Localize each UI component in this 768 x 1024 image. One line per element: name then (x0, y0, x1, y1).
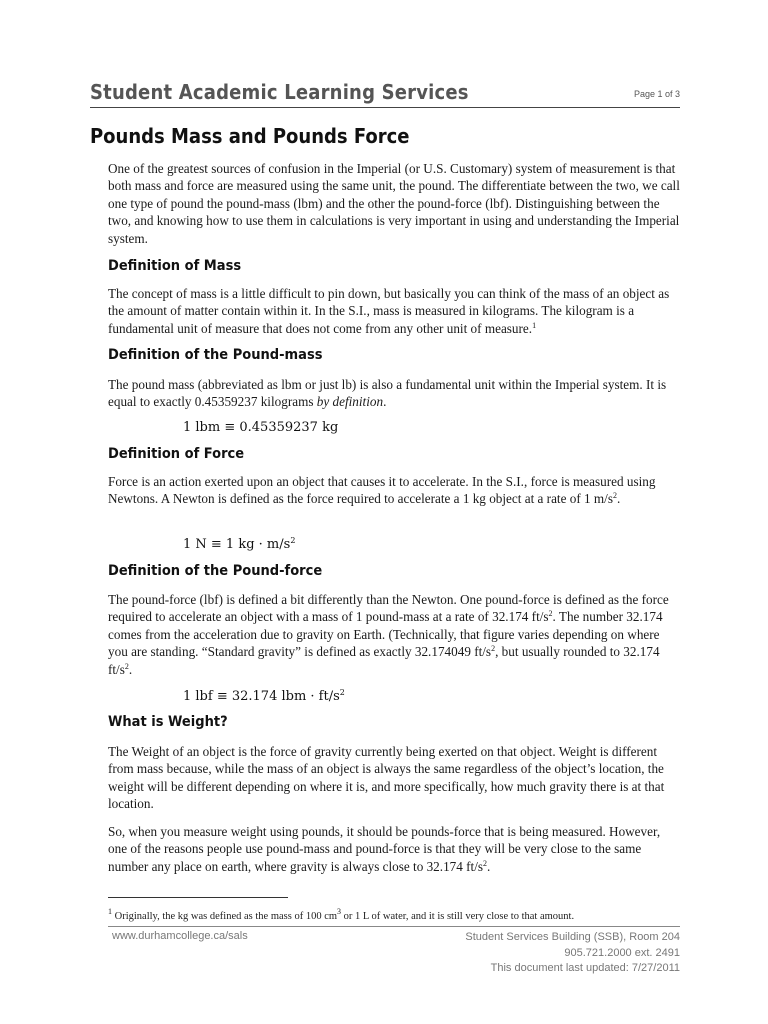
pound-force-text-d: . (128, 661, 133, 677)
weight-paragraph-1: The Weight of an object is the force of gravity currently being exerted on that object. Weight is different from mass because, while the mass of an object is always the same regardless of the object’s location, the weight will be different depending on where it is, and more specifically, how much gravity there is at that location. (108, 744, 665, 812)
pound-force-paragraph (108, 591, 680, 678)
footnote-ref: 1 (532, 320, 537, 330)
heading-pound-force: Definition of the Pound-force (108, 563, 323, 579)
footnote-mark: 1 (108, 907, 112, 916)
footer-phone: 905.721.2000 ext. 2491 (564, 946, 680, 959)
pound-mass-paragraph (108, 376, 680, 411)
pound-mass-emphasis: by definition (316, 394, 384, 410)
weight-paragraph-2-text: So, when you measure weight using pounds, it should be pounds-force that is being measured. However, one of the reasons people use pound-mass and pound-force is that they will be very close to the same number any place on earth, where gravity is always close to 32.174 ft/s (108, 824, 661, 874)
document-title: Pounds Mass and Pounds Force (90, 124, 410, 148)
header-title: Student Academic Learning Services (90, 80, 469, 104)
page-header (90, 80, 680, 110)
mass-paragraph (108, 285, 680, 337)
force-text: Force is an action exerted upon an object that causes it to accelerate. In the S.I., force is measured using Newtons. A Newton is defined as the force required to accelerate a 1 kg object at a rate of 1 m/s (108, 474, 656, 507)
footnote-text-b: or 1 L of water, and it is still very close to that amount. (341, 911, 575, 922)
force-end: . (616, 491, 621, 507)
equation-newton-text: 1 N ≡ 1 kg · m/s (183, 537, 291, 552)
pound-mass-end: . (383, 394, 387, 410)
equation-newton (183, 537, 295, 552)
heading-force: Definition of Force (108, 446, 245, 462)
footer-website[interactable]: www.durhamcollege.ca/sals (112, 930, 248, 942)
heading-weight: What is Weight? (108, 714, 228, 730)
weight-paragraph-2-sup: 2 (483, 858, 488, 868)
mass-text: The concept of mass is a little difficult to pin down, but basically you can think of the mass of an object as the amount of matter contain within it. In the S.I., mass is measured in kilograms. The kilogram is a fundamental unit of measure that does not come from any other unit of measure. (108, 286, 670, 336)
footer-updated: This document last updated: 7/27/2011 (490, 962, 680, 974)
equation-lbf (183, 689, 345, 704)
pound-force-sup-b: 2 (491, 644, 496, 654)
footer-building: Student Services Building (SSB), Room 204 (465, 931, 680, 943)
weight-paragraph-2 (108, 823, 680, 875)
equation-lbf-text: 1 lbf ≡ 32.174 lbm · ft/s (183, 689, 340, 704)
weight-paragraph-2-end: . (487, 858, 491, 874)
footer-contact (465, 930, 680, 977)
footnote (108, 907, 575, 922)
page-number: Page 1 of 3 (633, 89, 680, 99)
equation-lbf-sup: 2 (339, 688, 345, 697)
header-divider (90, 107, 680, 108)
pound-force-text-b: . The number 32.174 comes from the acceleration due to gravity on Earth. (Technically, that figure varies depending on where you are standing. “Standard gravity” is defined as exactly 32.174049 ft/s (108, 609, 663, 660)
footnote-divider (108, 897, 288, 898)
pound-force-sup-c: 2 (124, 661, 129, 671)
force-paragraph (108, 473, 680, 508)
heading-mass: Definition of Mass (108, 258, 242, 274)
pound-force-text-c: , but usually rounded to 32.174 ft/s (108, 644, 660, 677)
equation-lbm: 1 lbm ≡ 0.45359237 kg (183, 420, 339, 435)
pound-force-text-a: The pound-force (lbf) is defined a bit differently than the Newton. One pound-force is defined as the force required to accelerate an object with a mass of 1 pound-mass at a rate of 32.174 ft/s (108, 592, 669, 625)
pound-mass-text: The pound mass (abbreviated as lbm or just lb) is also a fundamental unit within the Imperial system. It is equal to exactly 0.45359237 kilograms (108, 377, 667, 410)
force-sup: 2 (612, 491, 617, 501)
footnote-text-a: Originally, the kg was defined as the mass of 100 cm (112, 911, 338, 922)
pound-force-sup-a: 2 (548, 609, 553, 619)
footnote-sup: 3 (337, 907, 342, 916)
heading-pound-mass: Definition of the Pound-mass (108, 347, 323, 363)
equation-newton-sup: 2 (290, 536, 296, 545)
footer-divider (108, 926, 680, 927)
intro-paragraph: One of the greatest sources of confusion in the Imperial (or U.S. Customary) system of measurement is that both mass and force are measured using the same unit, the pound. The differentiate between the two, we call one type of pound the pound-mass (lbm) and the other the pound-force (lbf). Distinguishing between the two, and knowing how to use them in calculations is very important in using and understanding the Imperial system. (108, 161, 680, 246)
